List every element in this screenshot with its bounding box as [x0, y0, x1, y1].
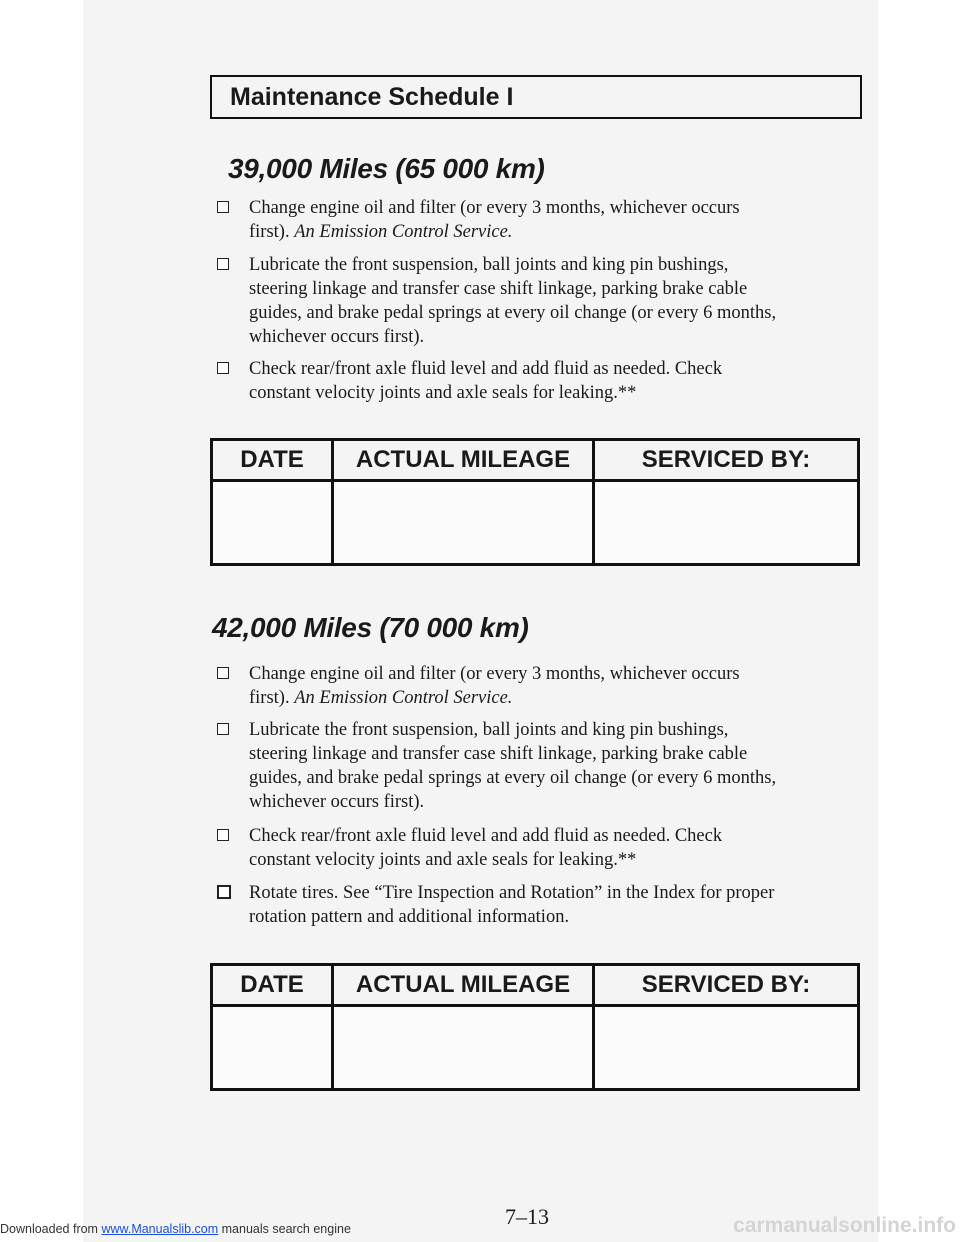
- mileage-cell[interactable]: [333, 1006, 594, 1089]
- date-cell[interactable]: [213, 481, 333, 564]
- watermark-logo: carmanualsonline.info: [733, 1214, 956, 1237]
- mileage-cell[interactable]: [333, 481, 594, 564]
- checkbox-icon[interactable]: [217, 667, 229, 679]
- item-text: steering linkage and transfer case shift linkage, parking brake cable: [249, 279, 748, 299]
- item-text: guides, and brake pedal springs at every oil change (or every 6 months,: [249, 768, 777, 788]
- checklist-item: [217, 253, 867, 349]
- section-title-42000: 42,000 Miles (70 000 km): [212, 612, 529, 643]
- checkbox-icon[interactable]: [217, 885, 231, 899]
- item-text: Lubricate the front suspension, ball joints and king pin bushings,: [249, 720, 729, 740]
- checkbox-icon[interactable]: [217, 258, 229, 270]
- col-date: DATE: [213, 441, 333, 481]
- manualslib-link[interactable]: www.Manualslib.com: [101, 1222, 219, 1236]
- item-text: Change engine oil and filter (or every 3 months, whichever occurs: [249, 664, 740, 684]
- item-text: Check rear/front axle fluid level and add fluid as needed. Check: [249, 826, 723, 846]
- page-number: 7–13: [505, 1204, 549, 1229]
- footer-suffix: manuals search engine: [218, 1222, 351, 1236]
- checklist-item: [217, 662, 867, 710]
- section-title-39000: 39,000 Miles (65 000 km): [228, 153, 545, 184]
- checkbox-icon[interactable]: [217, 829, 229, 841]
- serviced-by-cell[interactable]: [594, 1006, 858, 1089]
- checklist-item: [217, 357, 867, 405]
- checkbox-icon[interactable]: [217, 723, 229, 735]
- item-text: whichever occurs first).: [249, 327, 425, 347]
- checkbox-icon[interactable]: [217, 362, 229, 374]
- service-record-table: [210, 963, 860, 1091]
- item-text: steering linkage and transfer case shift linkage, parking brake cable: [249, 744, 748, 764]
- service-record-table: [210, 438, 860, 566]
- col-date: DATE: [213, 966, 333, 1006]
- download-footer: [0, 1222, 351, 1236]
- item-text: constant velocity joints and axle seals for leaking.**: [249, 383, 637, 403]
- col-serviced-by: SERVICED BY:: [594, 441, 858, 481]
- checklist-item: [217, 824, 867, 872]
- emission-note: An Emission Control Service.: [294, 222, 513, 242]
- col-serviced-by: SERVICED BY:: [594, 966, 858, 1006]
- item-text: constant velocity joints and axle seals for leaking.**: [249, 850, 637, 870]
- item-text: Check rear/front axle fluid level and add fluid as needed. Check: [249, 359, 723, 379]
- col-actual-mileage: ACTUAL MILEAGE: [333, 441, 594, 481]
- item-text: Rotate tires. See “Tire Inspection and Rotation” in the Index for proper: [249, 883, 775, 903]
- date-cell[interactable]: [213, 1006, 333, 1089]
- section-header: [210, 75, 862, 119]
- emission-note: An Emission Control Service.: [294, 688, 513, 708]
- serviced-by-cell[interactable]: [594, 481, 858, 564]
- item-text: guides, and brake pedal springs at every oil change (or every 6 months,: [249, 303, 777, 323]
- checkbox-icon[interactable]: [217, 201, 229, 213]
- checklist-item: [217, 196, 867, 244]
- checklist-item: [217, 881, 867, 929]
- item-text: first).: [249, 688, 295, 708]
- item-text: rotation pattern and additional information.: [249, 907, 570, 927]
- header-title: Maintenance Schedule I: [230, 82, 514, 111]
- footer-prefix: Downloaded from: [0, 1222, 102, 1236]
- item-text: Lubricate the front suspension, ball joints and king pin bushings,: [249, 255, 729, 275]
- item-text: whichever occurs first).: [249, 792, 425, 812]
- item-text: first).: [249, 222, 295, 242]
- item-text: Change engine oil and filter (or every 3 months, whichever occurs: [249, 198, 740, 218]
- checklist-item: [217, 718, 867, 814]
- col-actual-mileage: ACTUAL MILEAGE: [333, 966, 594, 1006]
